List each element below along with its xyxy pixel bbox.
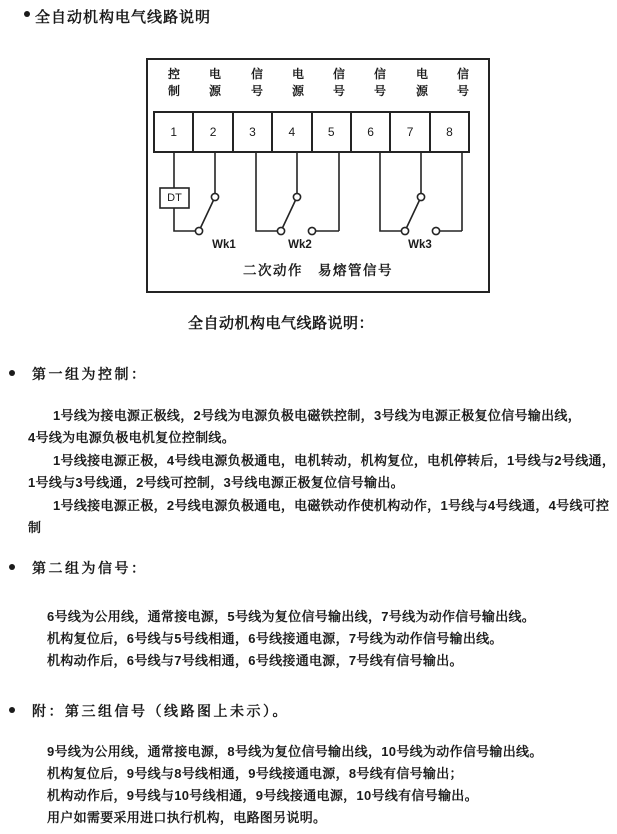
text-line: 6号线为公用线，通常接电源，5号线为复位信号输出线，7号线为动作信号输出线。 xyxy=(47,609,536,624)
text-line: 用户如需要采用进口执行机构，电路图另说明。 xyxy=(47,810,327,825)
text-line: 1号线与3号线通，2号线可控制，3号线电源正极复位信号输出。 xyxy=(28,475,404,491)
terminal-label-3: 信号 xyxy=(250,67,263,98)
switch-blade-wk2 xyxy=(281,197,297,231)
section3-text xyxy=(47,741,543,829)
diagram-caption: 二次动作 易熔管信号 xyxy=(243,263,393,278)
dt-label: DT xyxy=(167,192,182,204)
switch-contact-icon xyxy=(401,227,408,234)
wk1-label: Wk1 xyxy=(212,239,236,251)
text-line: 机构复位后，9号线与8号线相通，9号线接通电源，8号线有信号输出； xyxy=(47,766,463,781)
circuit-diagram xyxy=(146,58,490,293)
terminal-number: 5 xyxy=(327,125,335,139)
terminal-label-4: 电源 xyxy=(291,67,304,98)
circuit-wires-svg xyxy=(148,60,488,291)
terminal-number: 2 xyxy=(209,125,217,139)
switch-pivot-icon xyxy=(211,193,218,200)
terminal-number: 8 xyxy=(446,125,453,139)
switch-contact-icon xyxy=(195,227,202,234)
wire-group3 xyxy=(380,153,462,231)
bullet-icon xyxy=(9,564,15,570)
text-line: 制 xyxy=(28,520,42,536)
terminal-label-5: 信号 xyxy=(332,67,345,98)
terminal-label-7: 电源 xyxy=(415,67,428,98)
section2-title: 第二组为信号： xyxy=(32,560,148,576)
switch-blade-wk3 xyxy=(405,197,421,231)
wk3-label: Wk3 xyxy=(408,239,432,251)
switch-pivot-icon xyxy=(417,193,424,200)
terminal-label-2: 电源 xyxy=(208,67,221,98)
section1-text xyxy=(28,405,615,539)
text-line: 机构复位后，6号线与5号线相通，6号线接通电源，7号线为动作信号输出线。 xyxy=(47,631,503,646)
bullet-icon xyxy=(24,11,30,17)
text-line: 1号线接电源正极，4号线电源负极通电，电机转动，机构复位，电机停转后，1号线与2号线通， xyxy=(53,452,616,468)
switch-blade-wk1 xyxy=(199,197,215,231)
text-line: 4号线为电源负极电机复位控制线。 xyxy=(28,430,236,446)
text-line: 9号线为公用线，通常接电源，8号线为复位信号输出线，10号线为动作信号输出线。 xyxy=(47,744,543,759)
text-line: 1号线接电源正极，2号线电源负极通电，电磁铁动作使机构动作，1号线与4号线通，4号线可控 xyxy=(53,497,610,513)
wire-group2 xyxy=(256,153,339,231)
terminal-label-1: 控制 xyxy=(167,67,180,98)
section3-title: 附：第三组信号（线路图上未示）。 xyxy=(32,703,289,719)
text-line: 机构动作后，6号线与7号线相通，6号线接通电源，7号线有信号输出。 xyxy=(47,653,463,668)
terminal-number: 1 xyxy=(170,125,178,139)
switch-contact-icon xyxy=(432,227,439,234)
text-line: 1号线为接电源正极线，2号线为电源负极电磁铁控制，3号线为电源正极复位信号输出线， xyxy=(53,408,581,423)
bullet-icon xyxy=(9,707,15,713)
terminal-number: 4 xyxy=(288,125,296,139)
terminal-label-6: 信号 xyxy=(373,67,386,98)
section-heading: 全自动机构电气线路说明： xyxy=(188,315,375,332)
terminal-label-8: 信号 xyxy=(456,67,469,98)
switch-contact-icon xyxy=(308,227,315,234)
text-line: 机构动作后，9号线与10号线相通，9号线接通电源，10号线有信号输出。 xyxy=(47,788,478,803)
terminal-number: 6 xyxy=(367,125,374,139)
section1-title: 第一组为控制： xyxy=(32,366,148,382)
bullet-icon xyxy=(9,370,15,376)
switch-pivot-icon xyxy=(293,193,300,200)
section2-text xyxy=(47,606,535,672)
terminal-number: 3 xyxy=(249,125,256,139)
terminal-number: 7 xyxy=(406,125,414,139)
page-title: 全自动机构电气线路说明 xyxy=(35,9,212,26)
wk2-label: Wk2 xyxy=(288,239,312,251)
switch-contact-icon xyxy=(277,227,284,234)
